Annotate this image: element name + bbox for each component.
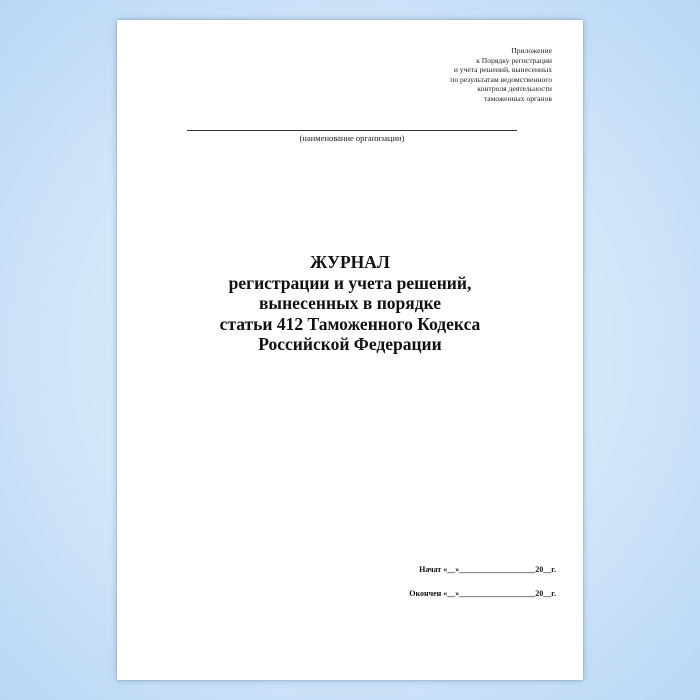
- appendix-line: и учета решений, вынесенных: [453, 65, 552, 75]
- title-line: статьи 412 Таможенного Кодекса: [219, 313, 481, 334]
- appendix-line: Приложение: [511, 46, 552, 55]
- appendix-note: [352, 46, 552, 104]
- title-line: ЖУРНАЛ: [310, 252, 390, 272]
- appendix-line: таможенных органов: [483, 93, 552, 103]
- journal-title: [137, 252, 563, 355]
- journal-dates: [409, 565, 556, 613]
- finished-date: Окончен «__»___________________20__г.: [409, 589, 556, 598]
- appendix-line: контроля деятельности: [477, 84, 552, 94]
- title-line: Российской Федерации: [258, 334, 442, 354]
- title-line: вынесенных в порядке: [258, 293, 441, 313]
- appendix-line: по результатам ведомственного: [450, 74, 552, 84]
- appendix-line: к Порядку регистрации: [476, 55, 552, 65]
- title-line: регистрации и учета решений,: [228, 272, 472, 293]
- started-date: Начат «__»___________________20__г.: [419, 565, 556, 574]
- journal-cover-page: [117, 20, 583, 680]
- organization-name-line: [187, 130, 517, 131]
- organization-name-caption: (наименование организации): [299, 133, 405, 143]
